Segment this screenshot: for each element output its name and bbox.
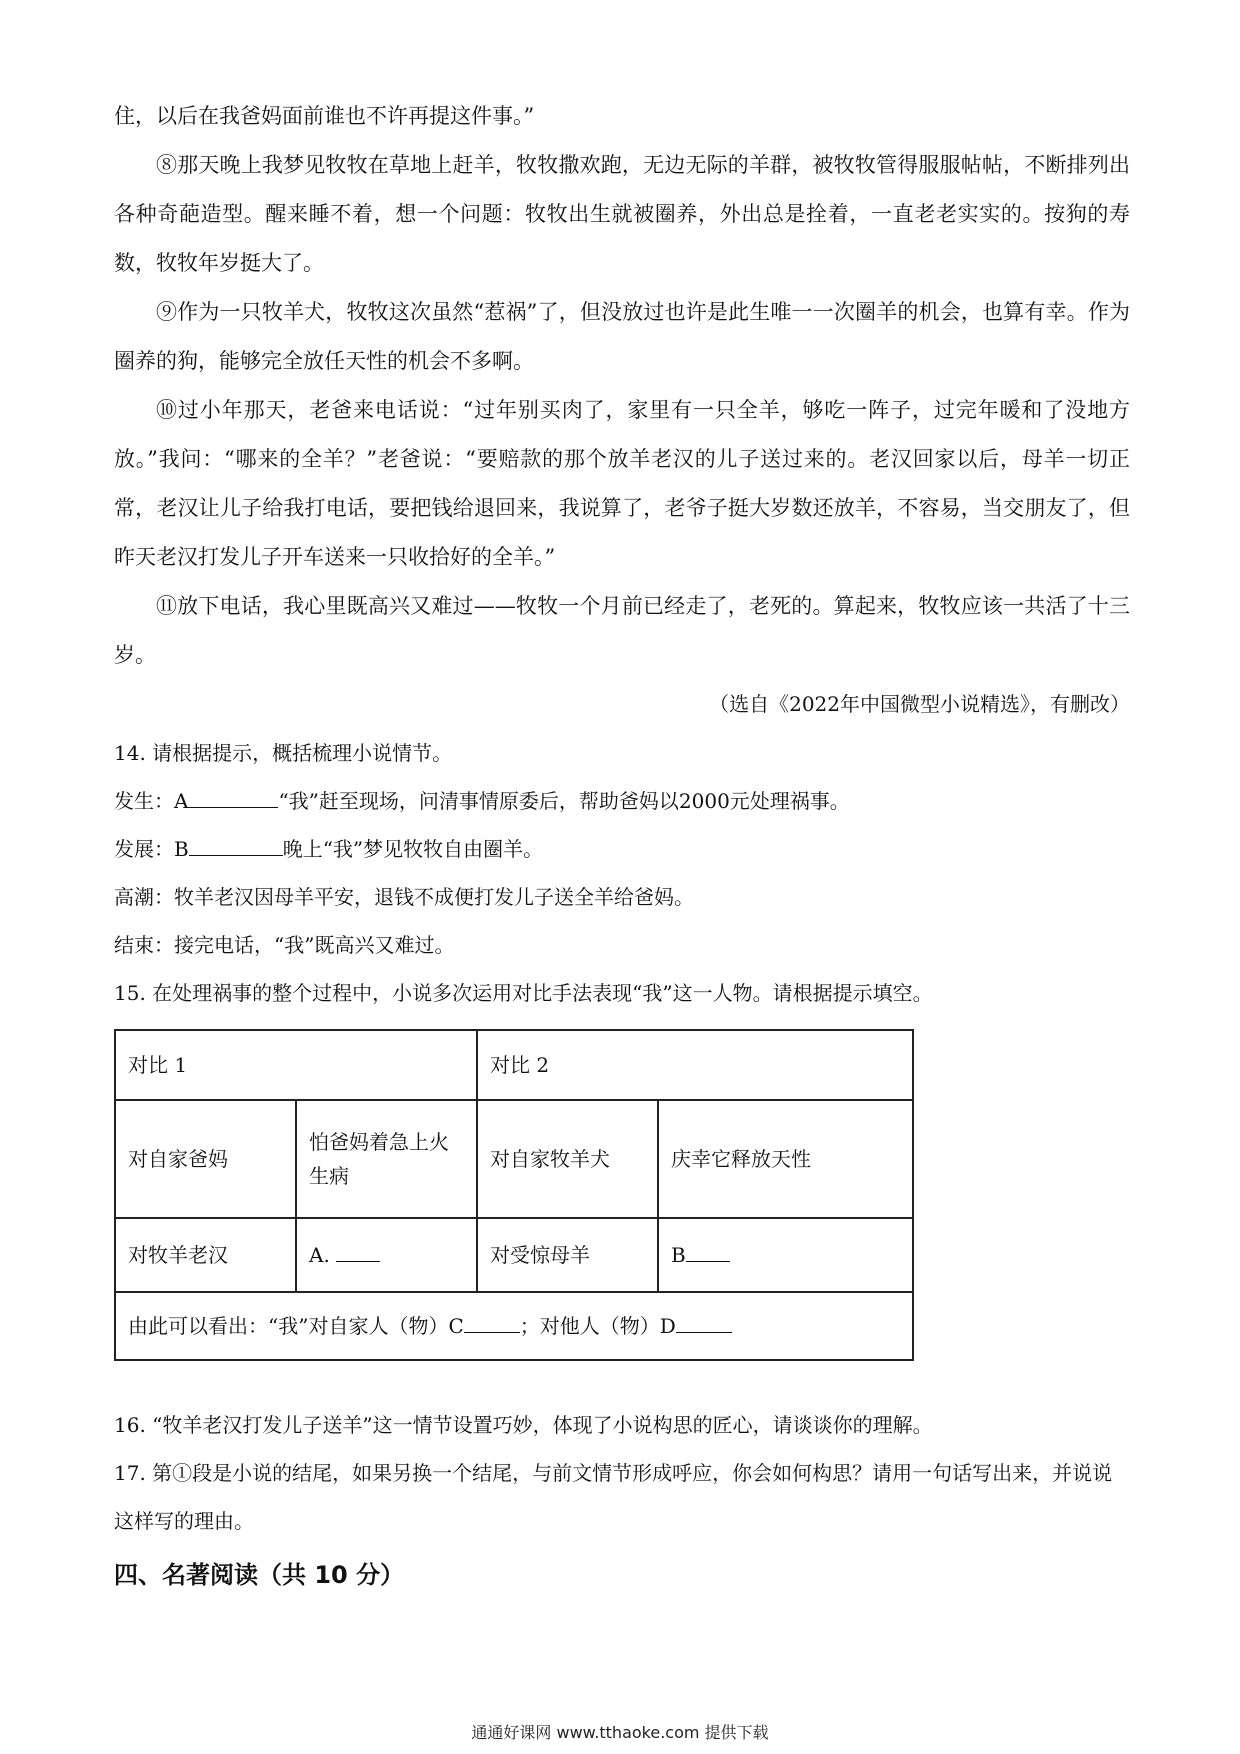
table-header-contrast-2: 对比 2: [477, 1030, 913, 1100]
summary-text-c: 由此可以看出：“我”对自家人（物）C: [128, 1314, 464, 1338]
story-paragraph-10: ⑩过小年那天，老爸来电话说：“过年别买肉了，家里有一只全羊，够吃一阵子，过完年暖和了没地方放。”我问：“哪来的全羊？”老爸说：“要赔款的那个放羊老汉的儿子送过来的。老汉回家以后，母羊一切正常，老汉让儿子给我打电话，要把钱给退回来，我说算了，老爷子挺大岁数还放羊，不容易，当交朋友了，但昨天老汉打发儿子开车送来一只收拾好的全羊。”: [114, 398, 1130, 569]
table-cell-answer-b: [658, 1218, 913, 1292]
comparison-table: [114, 1029, 914, 1361]
table-row: [115, 1292, 913, 1360]
table-row: [115, 1100, 913, 1218]
answer-blank-c[interactable]: [464, 1310, 520, 1333]
question-14: 14. 请根据提示，概括梳理小说情节。: [114, 741, 453, 765]
table-cell: 怕爸妈着急上火生病: [296, 1100, 477, 1218]
table-summary-cell: [115, 1292, 913, 1360]
table-cell: 庆幸它释放天性: [658, 1100, 913, 1218]
page-footer: 通通好课网 www.tthaoke.com 提供下载: [471, 1723, 769, 1742]
q14-line-ending: 结束：接完电话，“我”既高兴又难过。: [114, 933, 455, 957]
table-row: [115, 1218, 913, 1292]
q14-line-development-label: 发展：B: [114, 837, 189, 861]
question-17: 17. 第①段是小说的结尾，如果另换一个结尾，与前文情节形成呼应，你会如何构思？请用一句话写出来，并说说这样写的理由。: [114, 1461, 1113, 1533]
table-cell: 对受惊母羊: [477, 1218, 658, 1292]
summary-text-d: ；对他人（物）D: [519, 1314, 676, 1338]
table-header-contrast-1: 对比 1: [115, 1030, 477, 1100]
answer-blank-table-b[interactable]: [686, 1239, 730, 1262]
answer-blank-a[interactable]: [188, 785, 278, 808]
question-16: 16. “牧羊老汉打发儿子送羊”这一情节设置巧妙，体现了小说构思的匠心，请谈谈你的理解。: [114, 1413, 933, 1437]
answer-blank-b[interactable]: [189, 833, 283, 856]
story-paragraph-continued: 住，以后在我爸妈面前谁也不许再提这件事。”: [114, 104, 535, 128]
answer-label-a: A.: [309, 1243, 330, 1267]
answer-label-b: B: [671, 1243, 686, 1267]
q14-line-development: [114, 825, 1130, 873]
story-source: （选自《2022年中国微型小说精选》，有删改）: [709, 692, 1130, 716]
question-15: 15. 在处理祸事的整个过程中，小说多次运用对比手法表现“我”这一人物。请根据提示填空。: [114, 981, 933, 1005]
answer-blank-table-a[interactable]: [336, 1239, 380, 1262]
story-paragraph-8: ⑧那天晚上我梦见牧牧在草地上赶羊，牧牧撒欢跑，无边无际的羊群，被牧牧管得服服帖帖，不断排列出各种奇葩造型。醒来睡不着，想一个问题：牧牧出生就被圈养，外出总是拴着，一直老老实实的。按狗的寿数，牧牧年岁挺大了。: [114, 153, 1130, 275]
page-content: [114, 92, 1130, 1595]
table-cell: 对自家爸妈: [115, 1100, 296, 1218]
answer-blank-d[interactable]: [676, 1310, 732, 1333]
story-paragraph-11: ⑪放下电话，我心里既高兴又难过——牧牧一个月前已经走了，老死的。算起来，牧牧应该一共活了十三岁。: [114, 594, 1130, 667]
table-cell: 对牧羊老汉: [115, 1218, 296, 1292]
table-cell: 对自家牧羊犬: [477, 1100, 658, 1218]
q14-line-development-text: 晚上“我”梦见牧牧自由圈羊。: [282, 837, 544, 861]
q14-line-occurrence-label: 发生：A: [114, 789, 189, 813]
table-row: [115, 1030, 913, 1100]
q14-line-climax: 高潮：牧羊老汉因母羊平安，退钱不成便打发儿子送全羊给爸妈。: [114, 885, 694, 909]
story-paragraph-9: ⑨作为一只牧羊犬，牧牧这次虽然“惹祸”了，但没放过也许是此生唯一一次圈羊的机会，也算有幸。作为圈养的狗，能够完全放任天性的机会不多啊。: [114, 300, 1130, 373]
q14-line-occurrence: [114, 777, 1130, 825]
table-cell-answer-a: [296, 1218, 477, 1292]
section-heading-4: 四、名著阅读（共 10 分）: [114, 1561, 405, 1589]
q14-line-occurrence-text: “我”赶至现场，问清事情原委后，帮助爸妈以2000元处理祸事。: [278, 789, 850, 813]
